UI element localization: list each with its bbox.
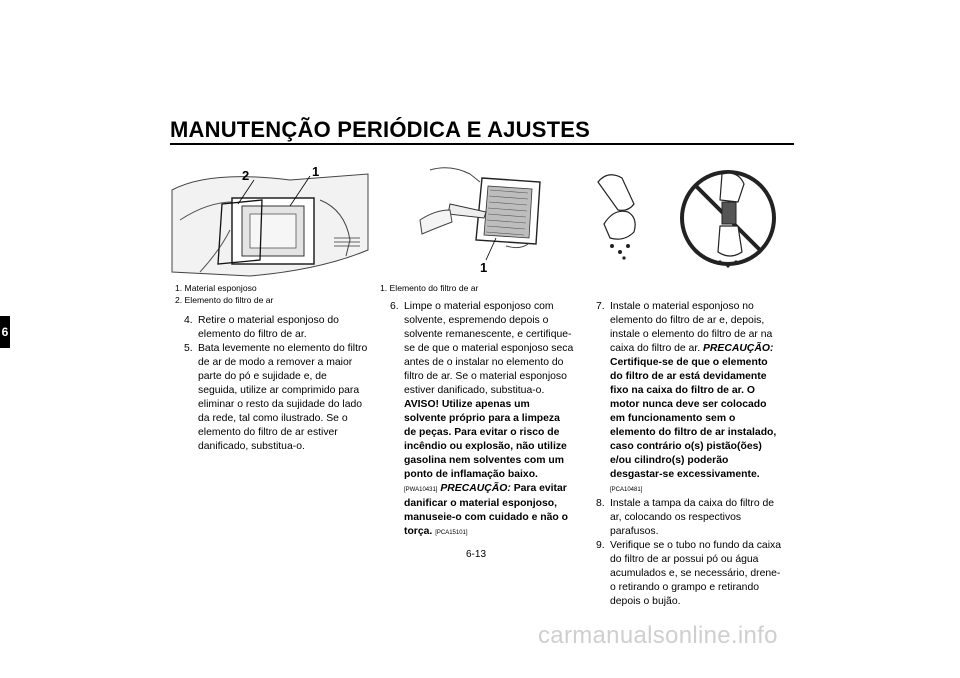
airbox-illustration	[170, 160, 370, 280]
list-item: 9. Verifique se o tubo no fundo da caixa do filtro de ar possui pó ou água acumulados e, se necessário, drene-o retirando o grampo e retirando depois o bujão.	[596, 540, 781, 607]
caution-label: PRECAUÇÃO:	[440, 483, 511, 494]
caution-text: Certifique-se de que o elemento do filtro de ar está devidamente fixo na caixa do filtro de ar. O motor nunca deve ser colocado em funcionamento sem o elemento do filtro de ar instalado, caso contrário o(s) pistão(ões) e/ou cilindro(s) poderão desgastar-se excessivamente.	[610, 357, 777, 480]
caution-code: [PCA15101]	[435, 530, 468, 536]
column-1	[184, 314, 368, 454]
page-title: MANUTENÇÃO PERIÓDICA E AJUSTES	[170, 117, 590, 142]
title-divider	[170, 143, 794, 145]
list-item: 5. Bata levemente no elemento do filtro de ar de modo a remover a maior parte do pó e sujidade e, de seguida, utilize ar comprimido para eliminar o resto da sujidade do lado da rede, tal como ilustrado. Se o elemento do filtro de ar estiver danificado, substitua-o.	[184, 343, 368, 452]
caution-text: Para evitar danificar o material esponjoso, manuseie-o com cuidado e não o torça.	[404, 483, 568, 537]
column-3	[596, 300, 782, 609]
warning-text: Utilize apenas um solvente próprio para a limpeza de peças. Para evitar o risco de incêndio ou explosão, não utilize gasolina nem solventes com um ponto de inflamação baixo.	[404, 399, 567, 480]
warning-label: AVISO!	[404, 399, 440, 410]
figure-squeeze-do-not-twist	[588, 160, 788, 278]
page-number: 6-13	[466, 549, 487, 560]
caution-code: [PCA10481]	[610, 487, 643, 493]
callout-1: 1	[480, 260, 488, 275]
column-2	[390, 300, 574, 540]
figure1-captions	[175, 282, 273, 306]
list-item: 7. Instale o material esponjoso no elemento do filtro de ar e, depois, instale o elemento do filtro de ar na caixa do filtro de ar. PRECAUÇÃO: Certifique-se de que o elemento do filtro de ar está devidamente fixo na caixa do filtro de ar. O motor nunca deve ser colocado em funcionamento sem o elemento do filtro de ar instalado, caso contrário o(s) pistão(ões) e/ou cilindro(s) poderão desgastar-se excessivamente. [PCA10481]	[596, 301, 777, 493]
chapter-tab: 6	[0, 316, 10, 348]
caution-label: PRECAUÇÃO:	[703, 343, 774, 354]
figure2-captions	[380, 282, 478, 294]
filter-element-illustration	[410, 160, 560, 280]
warning-code: [PWA10431]	[404, 487, 438, 493]
list-item: 4. Retire o material esponjoso do elemento do filtro de ar.	[184, 315, 339, 340]
caption-line: 2. Elemento do filtro de ar	[175, 295, 274, 305]
callout-2: 2	[242, 168, 250, 183]
list-item: 8. Instale a tampa da caixa do filtro de ar, colocando os respectivos parafusos.	[596, 498, 775, 537]
squeeze-illustration	[588, 160, 788, 278]
figure-airbox	[170, 160, 370, 280]
caption-line: 1. Material esponjoso	[175, 283, 257, 293]
caption-line: 1. Elemento do filtro de ar	[380, 283, 479, 293]
watermark: carmanualsonline.info	[538, 622, 778, 649]
callout-1: 1	[312, 164, 320, 179]
figure-filter-element	[410, 160, 560, 280]
list-item: 6. Limpe o material esponjoso com solvente, espremendo depois o solvente remanescente, e certifique-se de que o material esponjoso seca antes de o instalar no elemento do filtro de ar. Se o material esponjoso estiver danificado, substitua-o. AVISO! Utilize apenas um solvente próprio para a limpeza de peças. Para evitar o risco de incêndio ou explosão, não utilize gasolina nem solventes com um ponto de inflamação baixo. [PWA10431] PRECAUÇÃO: Para evitar danificar o material esponjoso, manuseie-o com cuidado e não o torça. [PCA15101]	[390, 301, 574, 537]
